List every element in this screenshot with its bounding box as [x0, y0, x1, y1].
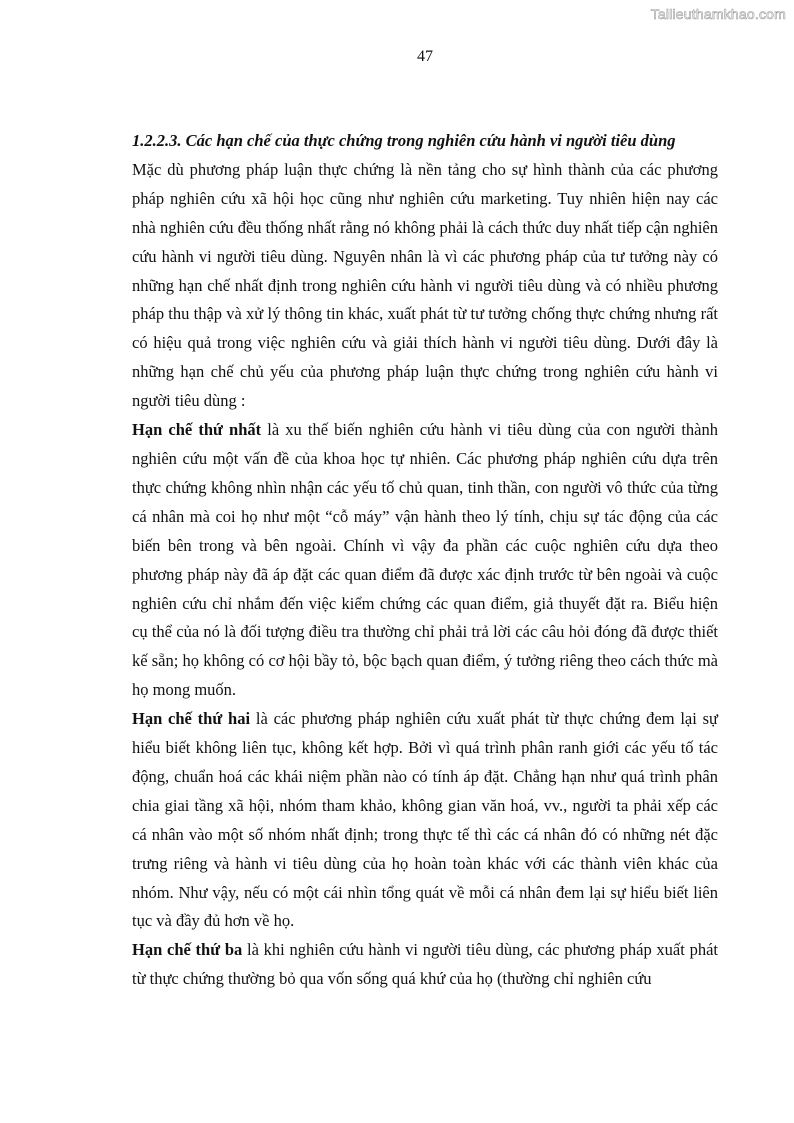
- page-number: 47: [417, 48, 433, 65]
- paragraph-lead: Hạn chế thứ nhất: [132, 420, 262, 440]
- section-heading: 1.2.2.3. Các hạn chế của thực chứng trong nghiên cứu hành vi người tiêu dùng: [132, 131, 676, 150]
- paragraph-limitation-1: [132, 416, 718, 705]
- paragraph-limitation-2: [132, 705, 718, 936]
- paragraph-limitation-3: [132, 936, 718, 994]
- paragraph-lead: Hạn chế thứ hai: [132, 709, 251, 729]
- watermark: Tailieuthamkhao.com: [650, 6, 786, 22]
- document-body: [132, 127, 718, 994]
- paragraph-text: là xu thế biến nghiên cứu hành vi tiêu dùng của con người thành nghiên cứu một vấn đề của khoa học tự nhiên. Các phương pháp nghiên cứu dựa trên thực chứng không nhìn nhận các yếu tố chủ quan, tinh thần, con người vô thức của từng cá nhân mà coi họ như một “cỗ máy” vận hành theo lý tính, chịu sự tác động của các biến bên trong và bên ngoài. Chính vì vậy đa phần các cuộc nghiên cứu dựa theo phương pháp này đã áp đặt các quan điểm đã được xác định trước từ bên ngoài và cuộc nghiên cứu chỉ nhắm đến việc kiểm chứng các quan điểm, giả thuyết đặt ra. Biểu hiện cụ thể của nó là đối tượng điều tra thường chỉ phải trả lời các câu hỏi đóng đã được thiết kế sẵn; họ không có cơ hội bầy tỏ, bộc bạch quan điểm, ý tưởng riêng theo cách thức mà họ mong muốn.: [132, 420, 718, 700]
- paragraph-text: Mặc dù phương pháp luận thực chứng là nền tảng cho sự hình thành của các phương pháp nghiên cứu xã hội học cũng như nghiên cứu marketing. Tuy nhiên hiện nay các nhà nghiên cứu đều thống nhất rằng nó không phải là cách thức duy nhất tiếp cận nghiên cứu hành vi người tiêu dùng. Nguyên nhân là vì các phương pháp của tư tưởng này có những hạn chế nhất định trong nghiên cứu hành vi người tiêu dùng và có nhiều phương pháp thu thập và xử lý thông tin khác, xuất phát từ tư tưởng chống thực chứng nhưng rất có hiệu quả trong việc nghiên cứu và giải thích hành vi người tiêu dùng. Dưới đây là những hạn chế chủ yếu của phương pháp luận thực chứng trong nghiên cứu hành vi người tiêu dùng :: [132, 159, 718, 411]
- paragraph-text: là khi nghiên cứu hành vi người tiêu dùng, các phương pháp xuất phát từ thực chứng thường bỏ qua vốn sống quá khứ của họ (thường chỉ nghiên cứu: [132, 940, 718, 989]
- paragraph-text: là các phương pháp nghiên cứu xuất phát từ thực chứng đem lại sự hiểu biết không liên tục, không kết hợp. Bởi vì quá trình phân ranh giới các yếu tố tác động, chuẩn hoá các khái niệm phần nào có tính áp đặt. Chẳng hạn như quá trình phân chia giai tầng xã hội, nhóm tham khảo, không gian văn hoá, vv., người ta phải xếp các cá nhân vào một số nhóm nhất định; trong thực tế thì các cá nhân đó có những nét đặc trưng riêng và hành vi tiêu dùng của họ hoàn toàn khác với các thành viên khác của nhóm. Như vậy, nếu có một cái nhìn tổng quát về mỗi cá nhân đem lại sự hiểu biết liên tục và đầy đủ hơn về họ.: [132, 709, 718, 931]
- paragraph-intro: [132, 156, 718, 416]
- paragraph-lead: Hạn chế thứ ba: [132, 940, 243, 960]
